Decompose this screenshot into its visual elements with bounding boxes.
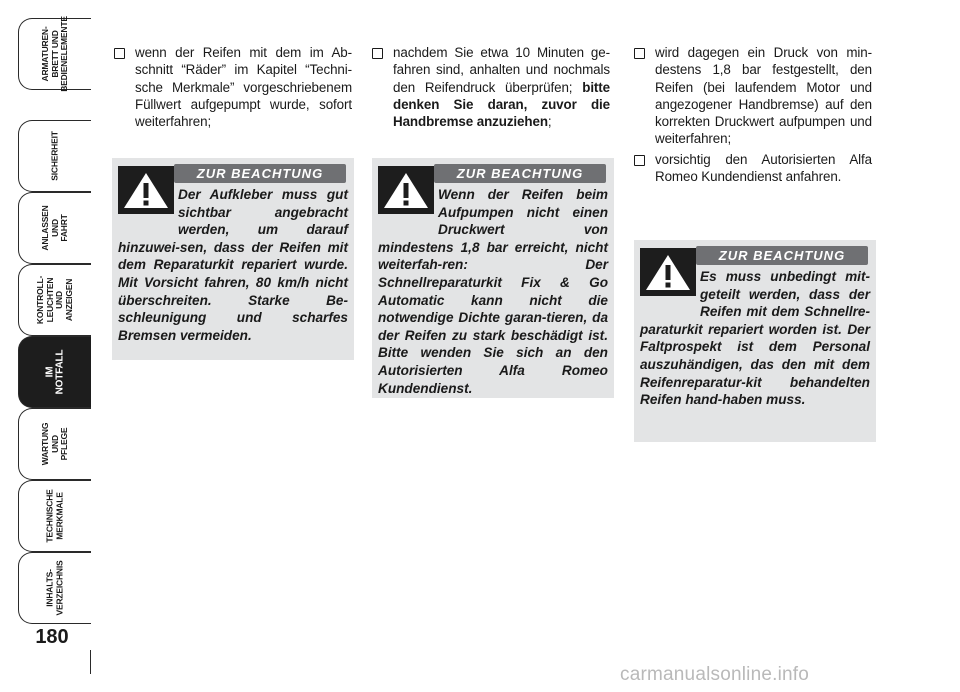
column-2 bbox=[370, 44, 610, 133]
warning-box-3 bbox=[634, 240, 876, 442]
watermark: carmanualsonline.info bbox=[620, 664, 810, 685]
tab-kontrollleuchten[interactable] bbox=[18, 264, 91, 336]
column-3 bbox=[632, 44, 872, 188]
page-number: 180 bbox=[35, 626, 69, 648]
tab-label: ARMATUREN- BRETT UND BEDIENELEMENTE bbox=[39, 16, 69, 92]
list-item bbox=[632, 44, 872, 148]
tab-label: IM NOTFALL bbox=[44, 349, 65, 395]
tab-armaturenbrett[interactable] bbox=[18, 18, 91, 90]
bullet-text: nachdem Sie etwa 10 Minuten ge-fahren sind, anhalten und nochmals den Reifendruck überprüfen; bbox=[393, 45, 610, 95]
list-item bbox=[370, 44, 610, 130]
list-item bbox=[112, 44, 352, 130]
chapter-sidebar bbox=[0, 0, 100, 692]
tab-label: INHALTS- VERZEICHNIS bbox=[44, 560, 64, 616]
warning-text: Der Aufkleber muss gut sichtbar angebracht werden, um darauf hinzuwei-sen, dass der Reifen mit dem Reparaturkit repariert wurde. Mit Vorsicht fahren, 80 km/h nicht überschreiten. Starke Be-schleunigung und scharfes Bremsen vermeiden. bbox=[118, 187, 348, 343]
tab-label: SICHERHEIT bbox=[49, 131, 60, 181]
list-item bbox=[632, 151, 872, 186]
warning-text: Es muss unbedingt mit-geteilt werden, dass der Reifen mit dem Schnellre-paraturkit repariert worden ist. Der Faltprospekt ist dem Personal auszuhändigen, das den mit dem Reifenreparatur-kit behandelten Reifen hand-haben muss. bbox=[640, 269, 870, 408]
checkbox-bullet-icon bbox=[372, 48, 383, 59]
bullet-text-end: ; bbox=[547, 114, 552, 130]
column-1 bbox=[112, 44, 352, 133]
tab-anlassen[interactable] bbox=[18, 192, 91, 264]
warning-box-1 bbox=[112, 158, 354, 360]
warning-heading: ZUR BEACHTUNG bbox=[174, 164, 346, 183]
bullet-bold-text: bitte denken Sie daran, zuvor die Handbremse anzuziehen bbox=[393, 79, 610, 130]
tab-inhaltsverzeichnis[interactable] bbox=[18, 552, 91, 624]
checkbox-bullet-icon bbox=[634, 48, 645, 59]
tab-im-notfall[interactable] bbox=[18, 336, 91, 408]
sidebar-rule bbox=[90, 650, 91, 674]
checkbox-bullet-icon bbox=[634, 155, 645, 166]
checkbox-bullet-icon bbox=[114, 48, 125, 59]
bullet-text: wenn der Reifen mit dem im Ab-schnitt “Räder” im Kapitel “Techni-sche Merkmale” vorgeschriebenem Füllwert aufgepumpt wurde, sofort weiterfahren; bbox=[135, 45, 352, 130]
bullet-text: wird dagegen ein Druck von min-destens 1,8 bar festgestellt, den Reifen (bei laufendem Motor und angezogener Handbremse) auf den korrekten Druckwert aufpumpen und weiterfahren; bbox=[655, 45, 872, 147]
tab-label: TECHNISCHE MERKMALE bbox=[44, 489, 64, 543]
tab-technische-merkmale[interactable] bbox=[18, 480, 91, 552]
warning-heading: ZUR BEACHTUNG bbox=[434, 164, 606, 183]
warning-heading: ZUR BEACHTUNG bbox=[696, 246, 868, 265]
tab-wartung[interactable] bbox=[18, 408, 91, 480]
warning-box-2 bbox=[372, 158, 614, 398]
tab-sicherheit[interactable] bbox=[18, 120, 91, 192]
tab-label: ANLASSEN UND FAHRT bbox=[39, 205, 69, 251]
bullet-text: vorsichtig den Autorisierten Alfa Romeo Kundendienst anfahren. bbox=[655, 151, 872, 185]
warning-text: Wenn der Reifen beim Aufpumpen nicht einen Druckwert von mindestens 1,8 bar erreicht, nicht weiterfah-ren: Der Schnellreparaturkit Fix & Go Automatic kann nicht die notwendige Dichte garan-tieren, da der Reifen zu stark beschädigt ist. Bitte wenden Sie sich an den Autorisierten Alfa Romeo Kundendienst. bbox=[378, 187, 608, 396]
tab-label: WARTUNG UND PFLEGE bbox=[39, 422, 69, 466]
tab-label: KONTROLL- LEUCHTEN UND ANZEIGEN bbox=[35, 275, 74, 325]
